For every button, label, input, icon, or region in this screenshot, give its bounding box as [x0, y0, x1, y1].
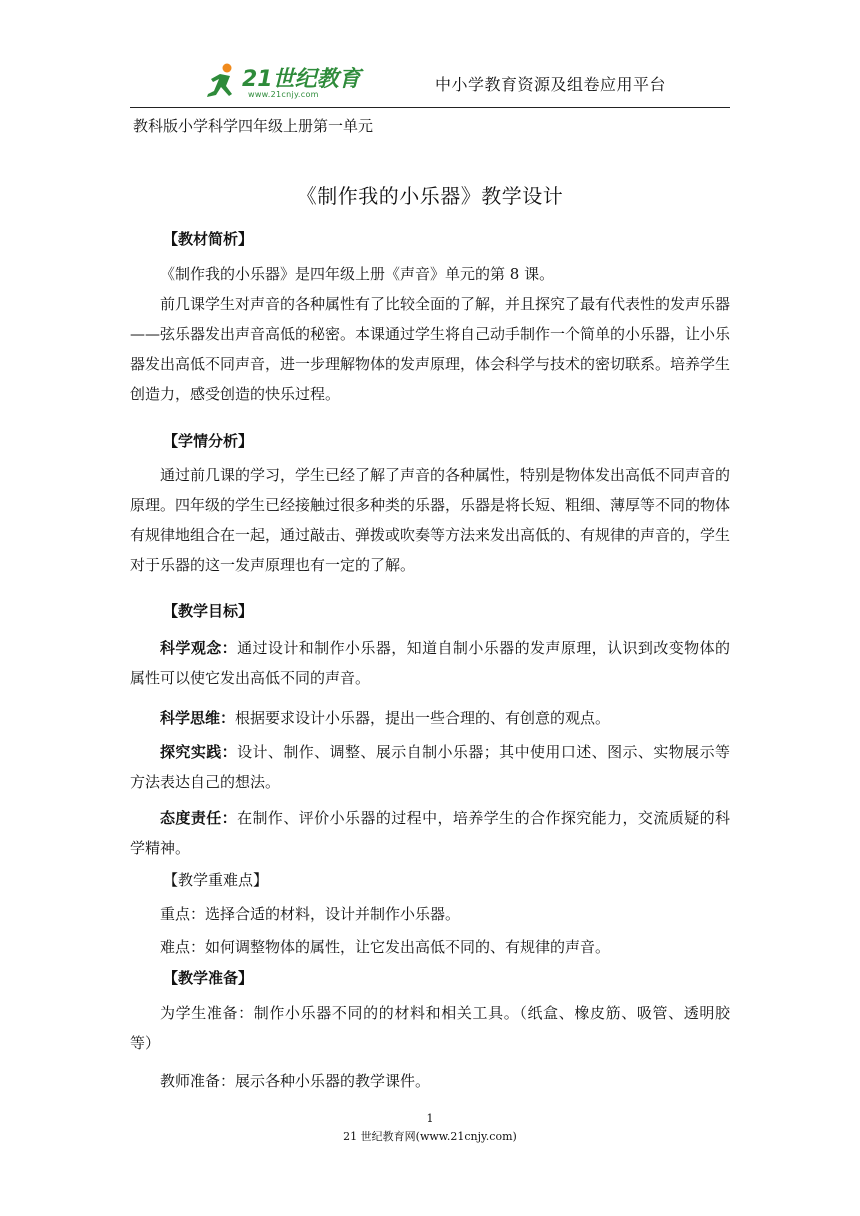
platform-title: 中小学教育资源及组卷应用平台 [435, 75, 667, 94]
goal-text-concept: 通过设计和制作小乐器，知道自制小乐器的发声原理，认识到改变物体的属性可以使它发出高低不同的声音。 [130, 639, 730, 687]
grade-line: 教科版小学科学四年级上册第一单元 [133, 117, 374, 135]
analysis-paragraph-1: 《制作我的小乐器》是四年级上册《声音》单元的第 8 课。 [160, 265, 555, 283]
site-logo[interactable] [202, 62, 402, 106]
goal-lead-attitude: 态度责任： [160, 809, 238, 827]
goal-text-practice: 设计、制作、调整、展示自制小乐器；其中使用口述、图示、实物展示等方法表达自己的想法。 [130, 743, 730, 791]
footer-site-link[interactable]: 21 世纪教育网(www.21cnjy.com) [343, 1130, 517, 1143]
goal-science-thinking [130, 703, 730, 733]
prep-students: 为学生准备：制作小乐器不同的的材料和相关工具。（纸盒、橡皮筋、吸管、透明胶等） [130, 1004, 730, 1052]
goal-practice [130, 737, 730, 797]
logo-url: www.21cnjy.com [248, 90, 319, 99]
analysis-paragraph-2: 前几课学生对声音的各种属性有了比较全面的了解，并且探究了最有代表性的发声乐器——弦乐器发出声音高低的秘密。本课通过学生将自己动手制作一个简单的小乐器，让小乐器发出高低不同声音，进一步理解物体的发声原理，体会科学与技术的密切联系。培养学生创造力，感受创造的快乐过程。 [130, 295, 731, 403]
goal-science-concept [130, 633, 730, 693]
page-header [130, 56, 730, 108]
header-divider [130, 107, 730, 108]
goal-attitude [130, 803, 730, 863]
section-heading-keypoints: 【教学重难点】 [163, 871, 269, 889]
goal-lead-thinking: 科学思维： [160, 709, 236, 727]
learners-paragraph: 通过前几课的学习，学生已经了解了声音的各种属性，特别是物体发出高低不同声音的原理。四年级的学生已经接触过很多种类的乐器，乐器是将长短、粗细、薄厚等不同的物体有规律地组合在一起，通过敲击、弹拨或吹奏等方法来发出高低的、有规律的声音的，学生对于乐器的这一发声原理也有一定的了解。 [130, 466, 731, 574]
document-title: 《制作我的小乐器》教学设计 [296, 184, 564, 208]
keypoint-focus: 重点：选择合适的材料，设计并制作小乐器。 [160, 905, 461, 923]
goal-text-attitude: 在制作、评价小乐器的过程中，培养学生的合作探究能力，交流质疑的科学精神。 [130, 809, 730, 857]
logo-text: 21世纪教育 [242, 67, 361, 92]
goal-lead-practice: 探究实践： [160, 743, 238, 761]
section-heading-analysis: 【教材简析】 [163, 230, 254, 248]
prep-teacher: 教师准备：展示各种小乐器的教学课件。 [160, 1072, 431, 1090]
section-heading-prep: 【教学准备】 [163, 969, 254, 987]
goal-text-thinking: 根据要求设计小乐器，提出一些合理的、有创意的观点。 [235, 709, 611, 727]
goal-lead-concept: 科学观念： [160, 639, 238, 657]
section-heading-learners: 【学情分析】 [163, 432, 254, 450]
keypoint-difficulty: 难点：如何调整物体的属性，让它发出高低不同的、有规律的声音。 [160, 938, 611, 956]
section-heading-goals: 【教学目标】 [163, 602, 254, 620]
runner-logo-icon [202, 62, 240, 102]
page-number: 1 [426, 1112, 434, 1125]
